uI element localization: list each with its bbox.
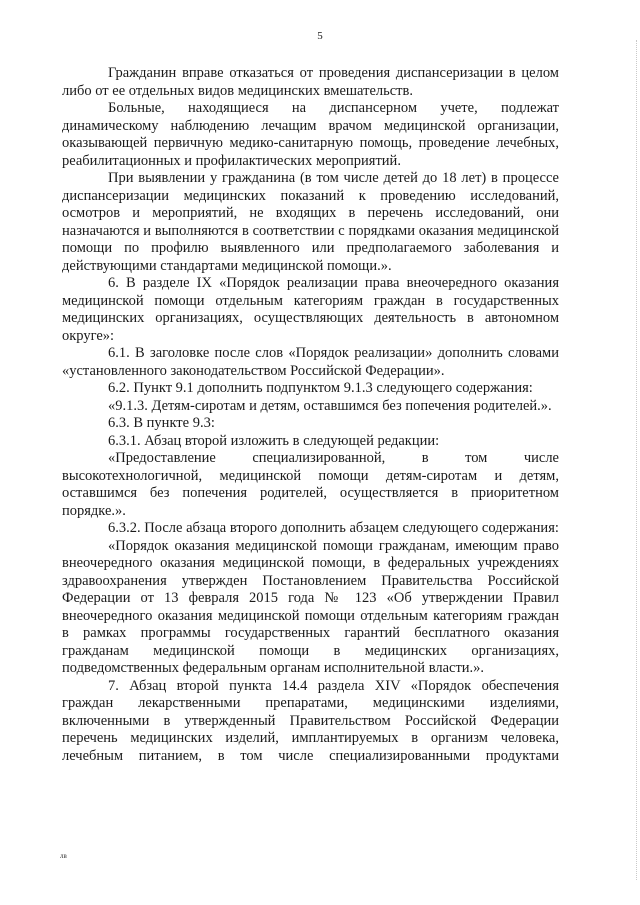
footer-initials: лв [60, 852, 67, 860]
scan-edge-mark [634, 40, 637, 880]
paragraph-item-6-1: 6.1. В заголовке после слов «Порядок реализации» дополнить словами «установленного законодательством Российской Федерации». [62, 345, 559, 379]
paragraph-item-6-3-1: 6.3.1. Абзац второй изложить в следующей редакции: [108, 432, 440, 449]
paragraph-item-6: 6. В разделе IX «Порядок реализации права внеочередного оказания медицинской помощи отдельным категориям граждан в государственных медицинских организациях, осуществляющих деятельность в автономном округе»: [62, 275, 559, 344]
paragraph-item-6-3: 6.3. В пункте 9.3: [108, 415, 215, 431]
document-body [62, 65, 559, 765]
paragraph-dispensary-patients: Больные, находящиеся на диспансерном учете, подлежат динамическому наблюдению лечащим врачом медицинской организации, оказывающей первичную медико-санитарную помощь, проведение лечебных, реабилитационных и профилактических мероприятий. [62, 100, 559, 169]
paragraph-quote-procedure: «Порядок оказания медицинской помощи гражданам, имеющим право внеочередного оказания медицинской помощи, в федеральных учреждениях здравоохранения утвержден Постановлением Правительства Российской Федерации от 13 февраля 2015 года № 123 «Об утверждении Правил внеочередного оказания медицинской помощи отдельным категориям граждан в рамках программы государственных гарантий бесплатного оказания гражданам медицинской помощи в медицинских организациях, подведомственных федеральным органам исполнительной власти.». [62, 537, 559, 676]
paragraph-quote-priority: «Предоставление специализированной, в том числе высокотехнологичной, медицинской помощи детям-сиротам и детям, оставшимся без попечения родителей, осуществляется в приоритетном порядке.». [62, 450, 559, 519]
paragraph-item-6-3-2: 6.3.2. После абзаца второго дополнить абзацем следующего содержания: [108, 520, 559, 536]
paragraph-indications: При выявлении у гражданина (в том числе детей до 18 лет) в процессе диспансеризации медицинских показаний к проведению исследований, осмотров и мероприятий, не входящих в перечень исследований, они назначаются и выполняются в соответствии с порядками оказания медицинской помощи по профилю выявленного или предполагаемого заболевания и действующими стандартами медицинской помощи.». [62, 170, 559, 274]
paragraph-item-6-2: 6.2. Пункт 9.1 дополнить подпунктом 9.1.3 следующего содержания: [108, 380, 533, 396]
paragraph-item-7: 7. Абзац второй пункта 14.4 раздела XIV «Порядок обеспечения граждан лекарственными препаратами, медицинскими изделиями, включенными в утвержденный Правительством Российской Федерации перечень медицинских изделий, имплантируемых в организм человека, лечебным питанием, в том числе специализированными продуктами [62, 677, 559, 764]
paragraph-refusal: Гражданин вправе отказаться от проведения диспансеризации в целом либо от ее отдельных видов медицинских вмешательств. [62, 65, 559, 99]
paragraph-item-9-1-3: «9.1.3. Детям-сиротам и детям, оставшимся без попечения родителей.». [108, 397, 552, 414]
page-number: 5 [317, 30, 323, 42]
